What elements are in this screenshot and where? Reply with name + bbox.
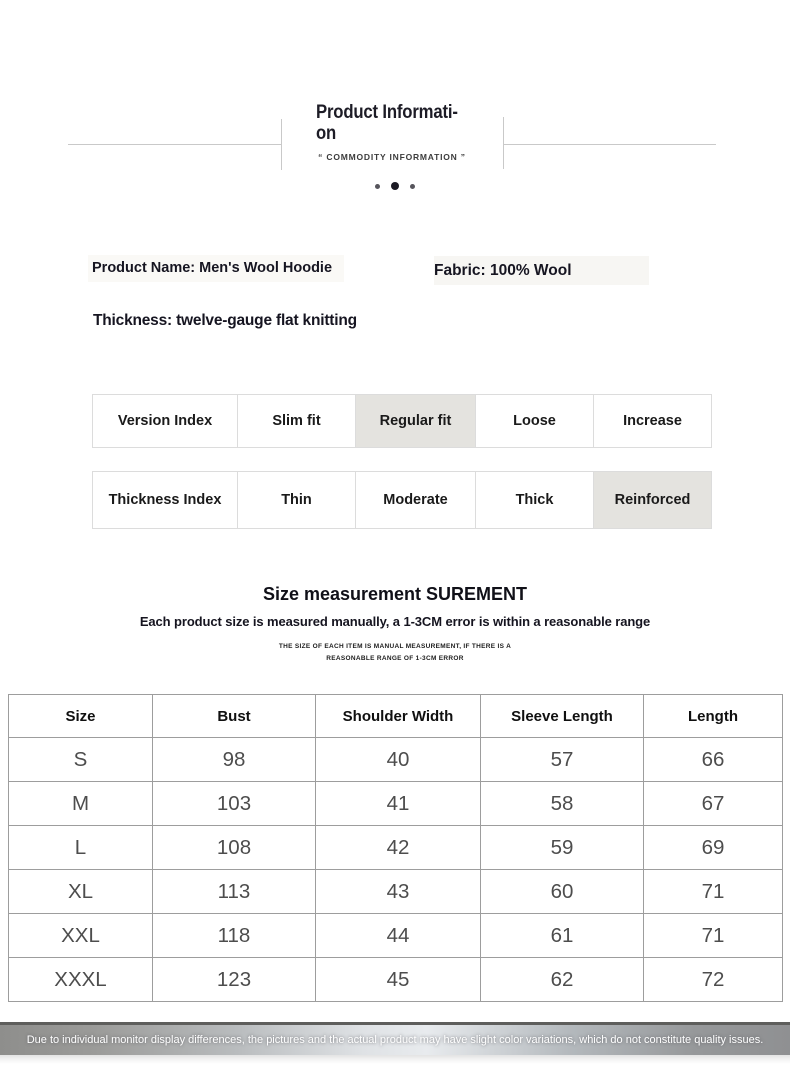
size-table-cell: 45 [316, 958, 481, 1002]
size-table-cell: 43 [316, 870, 481, 914]
size-table-cell: S [9, 738, 153, 782]
disclaimer-text: Due to individual monitor display differences, the pictures and the actual product may have slight color variations, which do not constitute quality issues. [26, 1034, 764, 1046]
thickness-index-table [92, 471, 712, 529]
size-table-cell: 113 [153, 870, 316, 914]
size-table-row [9, 782, 783, 826]
section-title [316, 102, 492, 144]
size-table [8, 694, 783, 1002]
version-index-header: Version Index [117, 413, 213, 429]
size-table-cell: 118 [153, 914, 316, 958]
size-table-header-cell: Sleeve Length [481, 695, 644, 738]
section-subtitle: “ COMMODITY INFORMATION ” [318, 152, 466, 162]
size-table-cell: 69 [644, 826, 783, 870]
size-section-note-line1: THE SIZE OF EACH ITEM IS MANUAL MEASUREMENT, IF THERE IS A [278, 643, 512, 650]
carousel-dot[interactable] [375, 184, 380, 189]
size-table-row [9, 914, 783, 958]
section-title-line1: Product Informati- [316, 102, 458, 123]
carousel-dot-active[interactable] [391, 182, 399, 190]
version-option: Slim fit [237, 395, 355, 447]
size-table-cell: L [9, 826, 153, 870]
version-option: Loose [475, 395, 593, 447]
size-table-cell: 59 [481, 826, 644, 870]
disclaimer-bar [0, 1022, 790, 1055]
size-table-cell: 72 [644, 958, 783, 1002]
size-table-header-cell: Size [9, 695, 153, 738]
size-table-cell: 40 [316, 738, 481, 782]
size-table-cell: M [9, 782, 153, 826]
size-table-cell: 66 [644, 738, 783, 782]
size-table-header-cell: Length [644, 695, 783, 738]
size-section-subtitle: Each product size is measured manually, a 1-3CM error is within a reasonable range [139, 614, 651, 629]
size-table-cell: 71 [644, 870, 783, 914]
size-table-row [9, 826, 783, 870]
size-table-cell: 57 [481, 738, 644, 782]
size-table-cell: 61 [481, 914, 644, 958]
size-table-cell: 98 [153, 738, 316, 782]
thickness-option-selected: Reinforced [593, 472, 711, 528]
product-name-label: Product Name: Men's Wool Hoodie [88, 255, 344, 282]
size-table-cell: 123 [153, 958, 316, 1002]
size-table-cell: XL [9, 870, 153, 914]
thickness-index-header: Thickness Index [108, 492, 222, 508]
size-table-cell: 42 [316, 826, 481, 870]
thickness-option: Thin [237, 472, 355, 528]
size-table-cell: 58 [481, 782, 644, 826]
carousel-dot[interactable] [410, 184, 415, 189]
header-divider-left [68, 144, 281, 145]
size-table-header-row [9, 695, 783, 738]
header-divider-right [503, 144, 716, 145]
size-table-row [9, 958, 783, 1002]
thickness-option: Thick [475, 472, 593, 528]
header-tick-left [281, 119, 282, 170]
fabric-label: Fabric: 100% Wool [434, 256, 649, 285]
size-table-cell: 103 [153, 782, 316, 826]
size-table-row [9, 870, 783, 914]
disclaimer-bar-shadow [0, 1055, 790, 1064]
size-table-cell: 62 [481, 958, 644, 1002]
section-title-line2: on [316, 123, 337, 144]
version-option-selected: Regular fit [355, 395, 475, 447]
size-table-cell: 41 [316, 782, 481, 826]
thickness-option: Moderate [355, 472, 475, 528]
version-option: Increase [593, 395, 711, 447]
size-section-note-line2: REASONABLE RANGE OF 1-3CM ERROR [326, 655, 464, 662]
size-table-header-cell: Shoulder Width [316, 695, 481, 738]
carousel-dots [369, 181, 421, 191]
header-tick-right [503, 117, 504, 169]
size-table-cell: XXL [9, 914, 153, 958]
size-table-cell: XXXL [9, 958, 153, 1002]
size-table-row [9, 738, 783, 782]
size-table-cell: 67 [644, 782, 783, 826]
size-table-header-cell: Bust [153, 695, 316, 738]
thickness-label: Thickness: twelve-gauge flat knitting [93, 312, 357, 329]
version-index-table [92, 394, 712, 448]
size-table-cell: 44 [316, 914, 481, 958]
size-table-cell: 71 [644, 914, 783, 958]
size-section-title: Size measurement SUREMENT [262, 584, 528, 604]
size-table-cell: 60 [481, 870, 644, 914]
size-table-cell: 108 [153, 826, 316, 870]
